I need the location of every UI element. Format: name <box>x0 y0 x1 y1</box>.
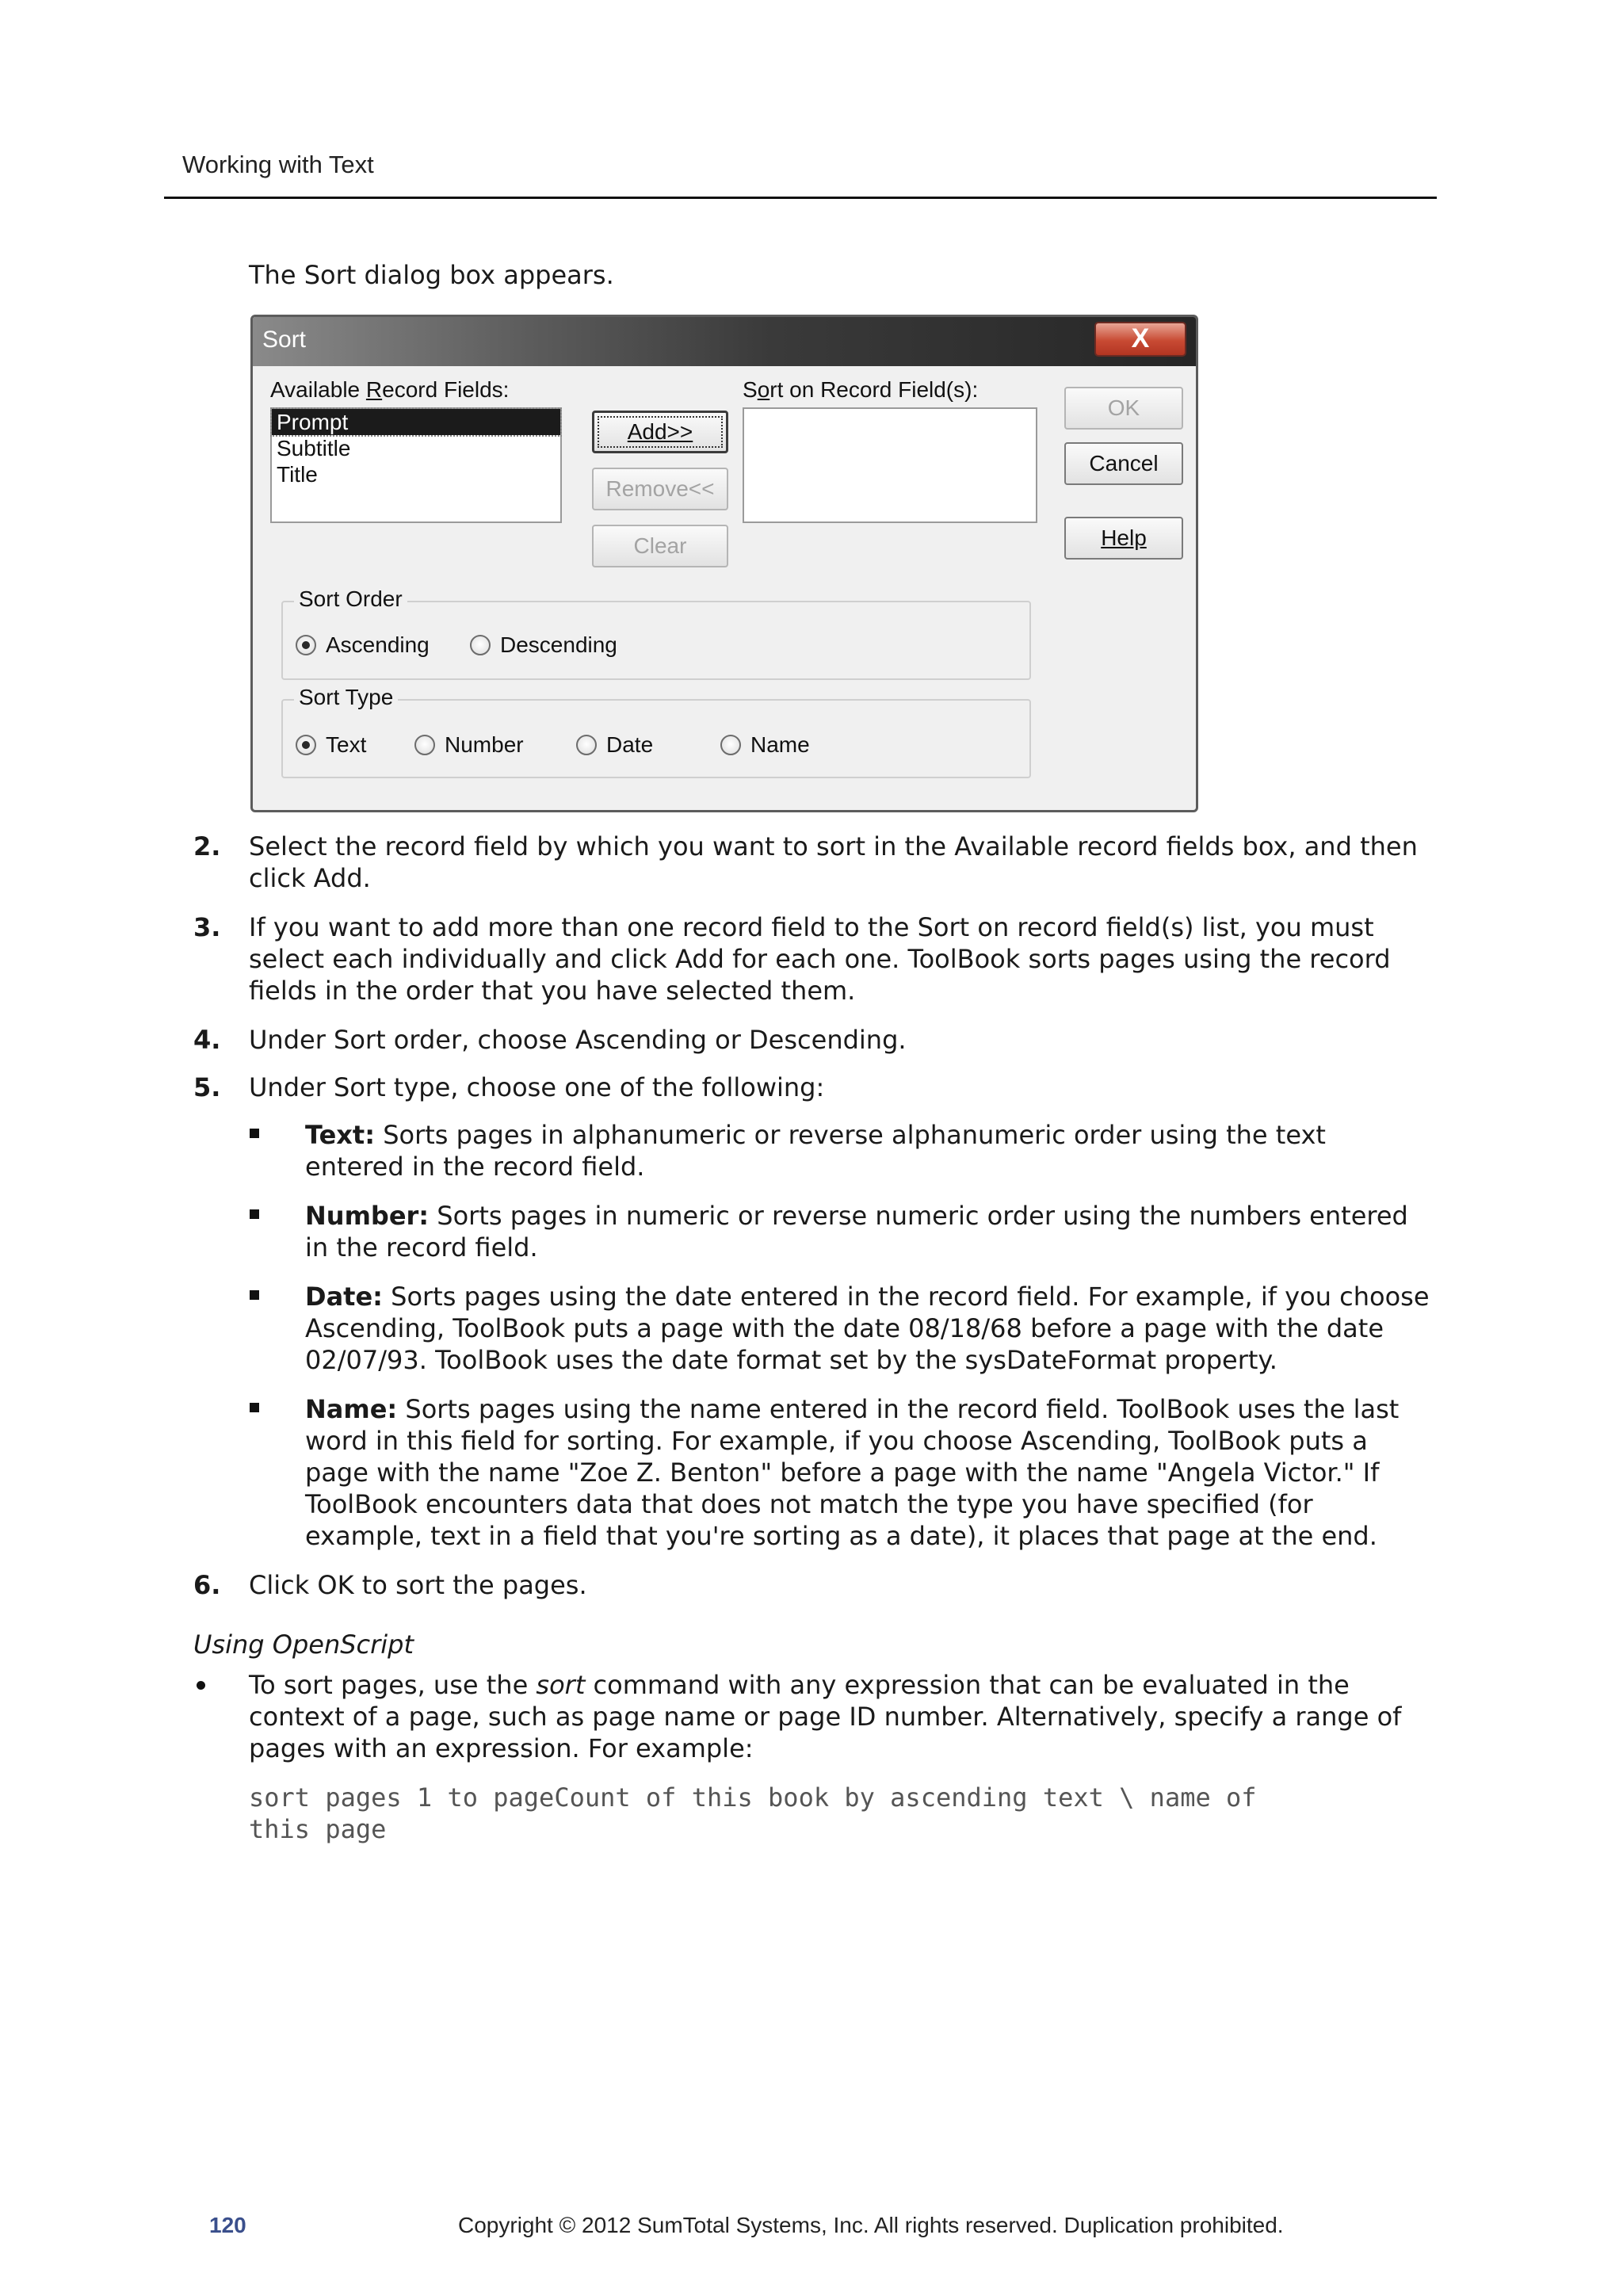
round-bullet-icon <box>197 1681 205 1690</box>
sort-order-group <box>281 586 1031 680</box>
list-item[interactable]: Subtitle <box>277 436 351 460</box>
bullet-desc: Sorts pages in alphanumeric or reverse alphanumeric order using the text entered in the record field. <box>305 1120 1326 1182</box>
dialog-title: Sort <box>262 327 307 353</box>
bullet-term: Name: <box>305 1394 398 1424</box>
openscript-heading: Using OpenScript <box>193 1629 414 1660</box>
add-button-label: Add>> <box>627 419 693 444</box>
sort-type-bullet-number <box>250 1200 1430 1263</box>
sort-on-fields-list[interactable] <box>743 407 1037 523</box>
radio-text[interactable] <box>296 735 316 755</box>
clear-button[interactable]: Clear <box>592 525 728 567</box>
square-bullet-icon <box>250 1129 259 1138</box>
radio-name[interactable] <box>720 735 741 755</box>
date-label: Date <box>606 732 654 757</box>
bullet-term: Date: <box>305 1282 383 1312</box>
number-option[interactable] <box>414 732 524 758</box>
ok-button[interactable]: OK <box>1064 387 1183 430</box>
bullet-desc: Sorts pages using the name entered in the record field. ToolBook uses the last word in this field for sorting. For example, if you choose Ascending, ToolBook puts a page with the name "Zoe Z. Benton" before a page with the name "Angela Victor." If ToolBook encounters data that does not match the type you have specified (for example, text in a field that you're sorting as a date), it places that page at the end. <box>305 1394 1400 1551</box>
page-number: 120 <box>209 2213 246 2237</box>
openscript-bullet <box>193 1669 1430 1764</box>
radio-ascending[interactable] <box>296 635 316 655</box>
openscript-text-after: command with any expression that can be evaluated in the context of a page, such as page name or page ID number. Alternatively, specify a range of pages with an expression. For example: <box>249 1670 1402 1763</box>
intro-text: The Sort dialog box appears. <box>249 260 614 290</box>
descending-label: Descending <box>500 632 617 657</box>
openscript-text-before: To sort pages, use the <box>249 1670 537 1700</box>
step-2 <box>193 831 1430 894</box>
radio-date[interactable] <box>576 735 597 755</box>
header-rule <box>164 197 1437 199</box>
sort-on-fields-label: Sort on Record Field(s): <box>743 377 979 402</box>
list-item[interactable]: Title <box>277 462 318 487</box>
ascending-option[interactable] <box>296 632 430 658</box>
text-option[interactable] <box>296 732 366 758</box>
list-item[interactable]: Prompt <box>272 409 560 435</box>
step-6 <box>193 1569 1430 1601</box>
step-4 <box>193 1024 1430 1056</box>
step-number: 4. <box>193 1025 221 1055</box>
radio-number[interactable] <box>414 735 435 755</box>
sort-order-legend: Sort Order <box>294 586 407 612</box>
cancel-button[interactable]: Cancel <box>1064 442 1183 485</box>
step-number: 5. <box>193 1072 221 1102</box>
bullet-term: Text: <box>305 1120 376 1150</box>
square-bullet-icon <box>250 1209 259 1219</box>
text-label: Text <box>326 732 367 757</box>
step-number: 2. <box>193 831 221 861</box>
openscript-command: sort <box>536 1670 586 1700</box>
number-label: Number <box>445 732 524 757</box>
remove-button[interactable]: Remove<< <box>592 468 728 510</box>
running-header: Working with Text <box>182 151 374 178</box>
dialog-body <box>259 366 1190 804</box>
square-bullet-icon <box>250 1403 259 1412</box>
step-text: Under Sort order, choose Ascending or Descending. <box>249 1025 907 1055</box>
step-text: Under Sort type, choose one of the following: <box>249 1072 825 1102</box>
step-text: If you want to add more than one record field to the Sort on record field(s) list, you must select each individually and click Add for each one. ToolBook sorts pages using the record fields in the order that you have selected them. <box>249 912 1391 1006</box>
descending-option[interactable] <box>470 632 617 658</box>
step-number: 3. <box>193 912 221 942</box>
step-number: 6. <box>193 1570 221 1600</box>
add-button[interactable] <box>592 411 728 453</box>
step-5 <box>193 1072 1430 1103</box>
square-bullet-icon <box>250 1290 259 1300</box>
help-button[interactable] <box>1064 517 1183 560</box>
close-icon[interactable]: X <box>1094 322 1186 357</box>
ascending-label: Ascending <box>326 632 430 657</box>
bullet-desc: Sorts pages using the date entered in the record field. For example, if you choose Ascending, ToolBook puts a page with the date 08/18/68 before a page with the date 02/07/93. ToolBook uses the date format set by the sysDateFormat property. <box>305 1282 1430 1375</box>
step-3 <box>193 911 1430 1007</box>
dialog-titlebar <box>253 317 1196 366</box>
available-fields-list[interactable] <box>270 407 562 523</box>
sort-type-bullet-name <box>250 1393 1430 1552</box>
bullet-term: Number: <box>305 1201 430 1231</box>
sort-type-legend: Sort Type <box>294 685 398 710</box>
copyright-notice: Copyright © 2012 SumTotal Systems, Inc. All rights reserved. Duplication prohibited. <box>458 2213 1284 2237</box>
step-text: Select the record field by which you want to sort in the Available record fields box, and then click Add. <box>249 831 1418 893</box>
sort-dialog <box>250 315 1198 812</box>
help-button-label: Help <box>1101 525 1147 550</box>
name-option[interactable] <box>720 732 810 758</box>
step-text: Click OK to sort the pages. <box>249 1570 587 1600</box>
available-fields-label: Available Record Fields: <box>270 377 510 402</box>
radio-descending[interactable] <box>470 635 491 655</box>
sort-type-bullet-text <box>250 1119 1430 1182</box>
sort-type-group <box>281 685 1031 778</box>
code-example: sort pages 1 to pageCount of this book by ascending text \ name of this page <box>249 1782 1257 1844</box>
date-option[interactable] <box>576 732 653 758</box>
bullet-desc: Sorts pages in numeric or reverse numeric order using the numbers entered in the record field. <box>305 1201 1408 1263</box>
name-label: Name <box>750 732 810 757</box>
sort-type-bullet-date <box>250 1281 1430 1376</box>
